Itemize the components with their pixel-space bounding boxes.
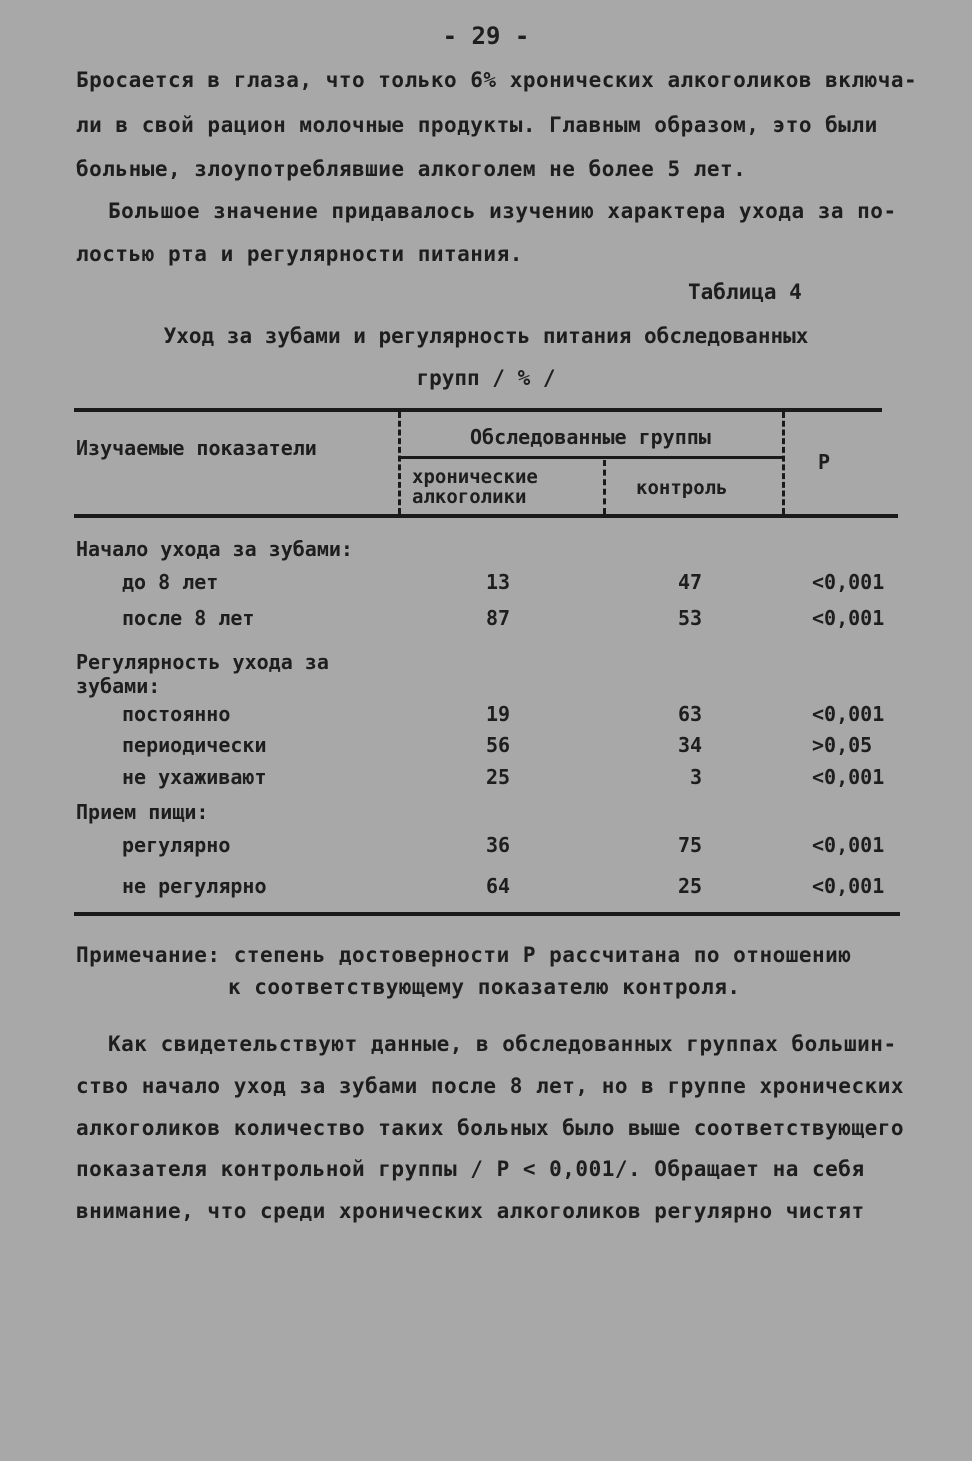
row-label: после 8 лет: [122, 606, 255, 630]
para3-line-4: показателя контрольной группы / Р < 0,001/. Обращает на себя: [76, 1157, 865, 1181]
table-title-line-1: Уход за зубами и регулярность питания обследованных: [163, 324, 809, 348]
header-groups: Обследованные группы: [470, 425, 711, 449]
table-header-bottom-rule: [74, 514, 898, 518]
para2-line-1: Большое значение придавалось изучению характера ухода за по-: [108, 199, 897, 223]
page-number: - 29 -: [442, 22, 530, 50]
cell-chronic: 25: [485, 765, 511, 789]
cell-p: <0,001: [812, 765, 885, 789]
row-label: не ухаживают: [122, 765, 267, 789]
header-control: контроль: [636, 477, 728, 499]
section-title: Начало ухода за зубами:: [76, 537, 353, 561]
table-vrule-left: [398, 412, 401, 514]
header-p: Р: [818, 450, 831, 474]
cell-p: <0,001: [812, 702, 885, 726]
table-header-inner-rule: [400, 456, 782, 459]
cell-chronic: 87: [485, 606, 511, 630]
table-vrule-mid: [603, 460, 606, 514]
row-label: до 8 лет: [122, 570, 219, 594]
para3-line-2: ство начало уход за зубами после 8 лет, но в группе хронических: [76, 1074, 905, 1098]
cell-p: <0,001: [812, 606, 885, 630]
cell-control: 53: [677, 606, 703, 630]
row-label: не регулярно: [122, 874, 267, 898]
row-label: периодически: [122, 733, 267, 757]
cell-control: 3: [689, 765, 703, 789]
note-line-1: Примечание: степень достоверности Р рассчитана по отношению: [76, 943, 852, 967]
para3-line-3: алкоголиков количество таких больных было выше соответствующего: [76, 1116, 905, 1140]
table-vrule-right: [782, 412, 785, 514]
para3-line-5: внимание, что среди хронических алкоголиков регулярно чистят: [76, 1199, 865, 1223]
note-line-2: к соответствующему показателю контроля.: [228, 975, 741, 999]
table-top-rule: [74, 408, 882, 412]
table-title-line-2: групп / % /: [416, 366, 556, 390]
cell-p: <0,001: [812, 570, 885, 594]
cell-p: >0,05: [812, 733, 873, 757]
para1-line-3: больные, злоупотреблявшие алкоголем не более 5 лет.: [76, 157, 747, 181]
table-label: Таблица 4: [688, 280, 802, 304]
row-label: постоянно: [122, 702, 231, 726]
cell-p: <0,001: [812, 874, 885, 898]
para3-line-1: Как свидетельствуют данные, в обследованных группах большин-: [108, 1032, 897, 1056]
cell-chronic: 36: [485, 833, 511, 857]
cell-chronic: 13: [485, 570, 511, 594]
section-title: Регулярность ухода за зубами:: [76, 650, 329, 698]
cell-chronic: 64: [485, 874, 511, 898]
para1-line-2: ли в свой рацион молочные продукты. Главным образом, это были: [76, 113, 878, 137]
cell-control: 63: [677, 702, 703, 726]
para2-line-2: лостью рта и регулярности питания.: [76, 242, 523, 266]
row-label: регулярно: [122, 833, 231, 857]
para1-line-1: Бросается в глаза, что только 6% хронических алкоголиков включа-: [76, 68, 918, 92]
section-title: Прием пищи:: [76, 800, 209, 824]
cell-chronic: 56: [485, 733, 511, 757]
header-indicators: Изучаемые показатели: [76, 436, 317, 460]
cell-chronic: 19: [485, 702, 511, 726]
cell-control: 34: [677, 733, 703, 757]
cell-p: <0,001: [812, 833, 885, 857]
cell-control: 47: [677, 570, 703, 594]
table-bottom-rule: [74, 912, 900, 916]
header-chronic: хронические алкоголики: [412, 466, 538, 508]
cell-control: 75: [677, 833, 703, 857]
cell-control: 25: [677, 874, 703, 898]
